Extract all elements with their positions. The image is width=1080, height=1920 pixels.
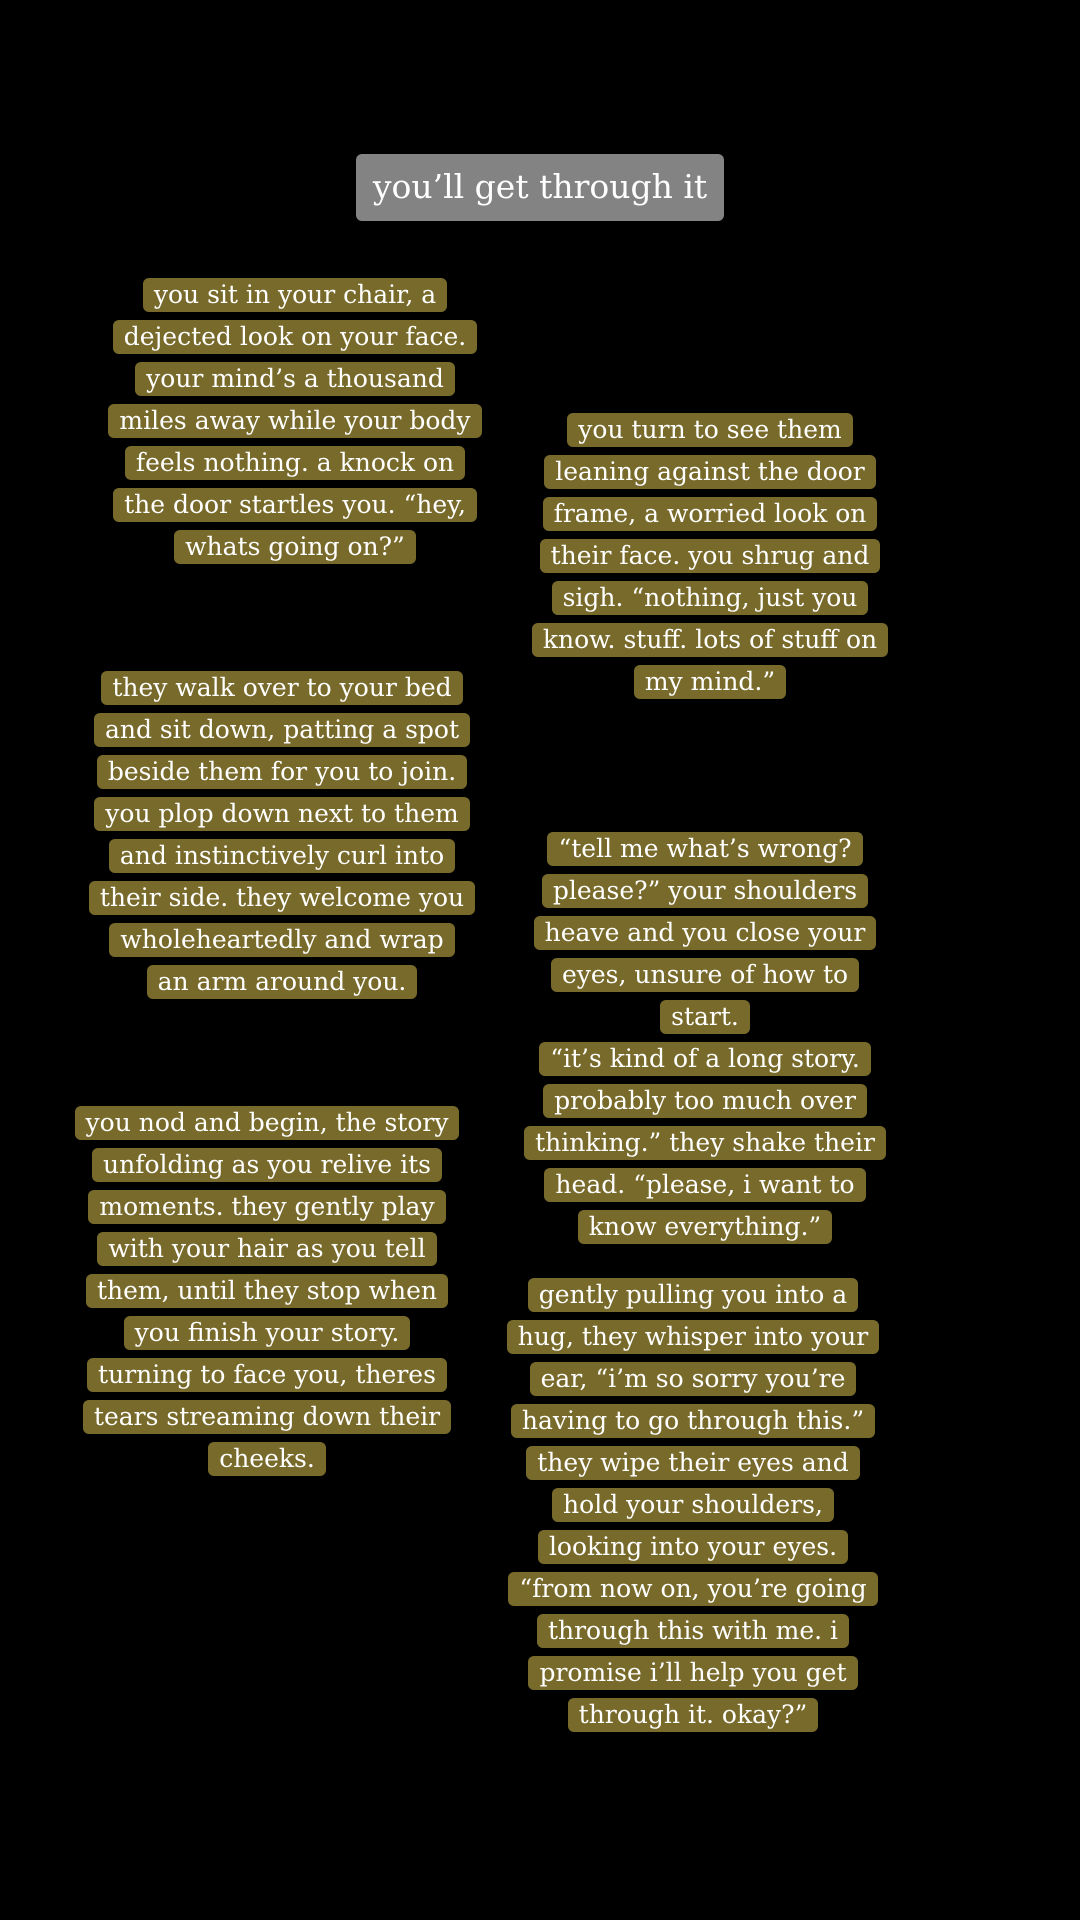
text-line: you finish your story.	[124, 1316, 411, 1350]
title-container	[0, 154, 1080, 221]
text-row	[520, 828, 890, 870]
text-row	[70, 1186, 464, 1228]
text-row	[86, 877, 478, 919]
text-row	[86, 961, 478, 1003]
text-line: you turn to see them	[567, 413, 852, 447]
text-row	[86, 919, 478, 961]
text-row	[86, 709, 478, 751]
text-row	[520, 1080, 890, 1122]
text-line: the door startles you. “hey,	[113, 488, 477, 522]
text-row	[520, 409, 900, 451]
text-row	[498, 1400, 888, 1442]
text-line: unfolding as you relive its	[92, 1148, 442, 1182]
text-block-3	[86, 667, 478, 1003]
text-line: dejected look on your face.	[113, 320, 478, 354]
text-line: feels nothing. a knock on	[125, 446, 465, 480]
text-line: looking into your eyes.	[538, 1530, 848, 1564]
text-row	[70, 1228, 464, 1270]
text-row	[520, 912, 890, 954]
text-line: leaning against the door	[544, 455, 876, 489]
text-row	[520, 661, 900, 703]
text-block-5	[70, 1102, 464, 1480]
text-row	[498, 1652, 888, 1694]
text-line: through it. okay?”	[568, 1698, 819, 1732]
text-line: and instinctively curl into	[109, 839, 455, 873]
text-row	[498, 1610, 888, 1652]
text-line: “it’s kind of a long story.	[539, 1042, 871, 1076]
text-row	[100, 400, 490, 442]
text-line: tears streaming down their	[83, 1400, 451, 1434]
text-row	[498, 1442, 888, 1484]
text-line: promise i’ll help you get	[528, 1656, 857, 1690]
text-line: you nod and begin, the story	[75, 1106, 460, 1140]
text-line: them, until they stop when	[86, 1274, 448, 1308]
text-row	[520, 577, 900, 619]
text-row	[100, 484, 490, 526]
text-line: my mind.”	[634, 665, 786, 699]
text-line: know everything.”	[578, 1210, 832, 1244]
text-line: your mind’s a thousand	[135, 362, 455, 396]
text-line: beside them for you to join.	[97, 755, 467, 789]
text-row	[498, 1526, 888, 1568]
text-line: frame, a worried look on	[543, 497, 878, 531]
text-line: wholeheartedly and wrap	[109, 923, 454, 957]
text-line: gently pulling you into a	[528, 1278, 858, 1312]
text-row	[70, 1438, 464, 1480]
text-line: and sit down, patting a spot	[94, 713, 470, 747]
text-line: know. stuff. lots of stuff on	[532, 623, 888, 657]
text-row	[100, 526, 490, 568]
text-line: sigh. “nothing, just you	[552, 581, 869, 615]
text-row	[498, 1568, 888, 1610]
text-line: you plop down next to them	[94, 797, 469, 831]
text-row	[70, 1312, 464, 1354]
text-line: hug, they whisper into your	[507, 1320, 880, 1354]
text-line: through this with me. i	[537, 1614, 849, 1648]
text-row	[70, 1396, 464, 1438]
text-line: probably too much over	[543, 1084, 867, 1118]
text-row	[498, 1694, 888, 1736]
text-line: “from now on, you’re going	[508, 1572, 877, 1606]
text-row	[498, 1484, 888, 1526]
text-row	[100, 358, 490, 400]
text-line: please?” your shoulders	[542, 874, 868, 908]
text-line: they wipe their eyes and	[526, 1446, 860, 1480]
text-line: miles away while your body	[108, 404, 481, 438]
text-row	[520, 1164, 890, 1206]
text-line: hold your shoulders,	[552, 1488, 834, 1522]
text-row	[86, 751, 478, 793]
text-row	[70, 1102, 464, 1144]
story-title: you’ll get through it	[356, 154, 724, 221]
text-row	[86, 793, 478, 835]
text-row	[520, 493, 900, 535]
text-line: whats going on?”	[174, 530, 416, 564]
text-line: cheeks.	[208, 1442, 326, 1476]
text-line: heave and you close your	[534, 916, 877, 950]
text-row	[100, 442, 490, 484]
text-block-6	[498, 1274, 888, 1736]
text-line: ear, “i’m so sorry you’re	[530, 1362, 857, 1396]
text-row	[70, 1354, 464, 1396]
text-line: they walk over to your bed	[101, 671, 462, 705]
text-row	[520, 954, 890, 1038]
text-row	[520, 1122, 890, 1164]
text-block-2	[520, 409, 900, 703]
text-line: head. “please, i want to	[544, 1168, 865, 1202]
text-row	[100, 274, 490, 316]
text-row	[70, 1144, 464, 1186]
text-row	[498, 1358, 888, 1400]
text-row	[86, 667, 478, 709]
text-row	[100, 316, 490, 358]
text-block-4	[520, 828, 890, 1248]
text-line: having to go through this.”	[511, 1404, 875, 1438]
text-line: their side. they welcome you	[89, 881, 475, 915]
text-row	[520, 1038, 890, 1080]
text-line: with your hair as you tell	[97, 1232, 436, 1266]
text-line: thinking.” they shake their	[524, 1126, 886, 1160]
text-row	[520, 619, 900, 661]
text-line: an arm around you.	[147, 965, 418, 999]
text-line: eyes, unsure of how to start.	[551, 958, 859, 1034]
text-line: their face. you shrug and	[540, 539, 881, 573]
text-row	[520, 1206, 890, 1248]
text-line: turning to face you, theres	[87, 1358, 447, 1392]
text-row	[498, 1316, 888, 1358]
text-row	[520, 451, 900, 493]
text-row	[86, 835, 478, 877]
text-row	[498, 1274, 888, 1316]
text-line: you sit in your chair, a	[143, 278, 447, 312]
text-line: “tell me what’s wrong?	[547, 832, 862, 866]
text-row	[70, 1270, 464, 1312]
text-block-1	[100, 274, 490, 568]
text-line: moments. they gently play	[88, 1190, 445, 1224]
text-row	[520, 870, 890, 912]
text-row	[520, 535, 900, 577]
